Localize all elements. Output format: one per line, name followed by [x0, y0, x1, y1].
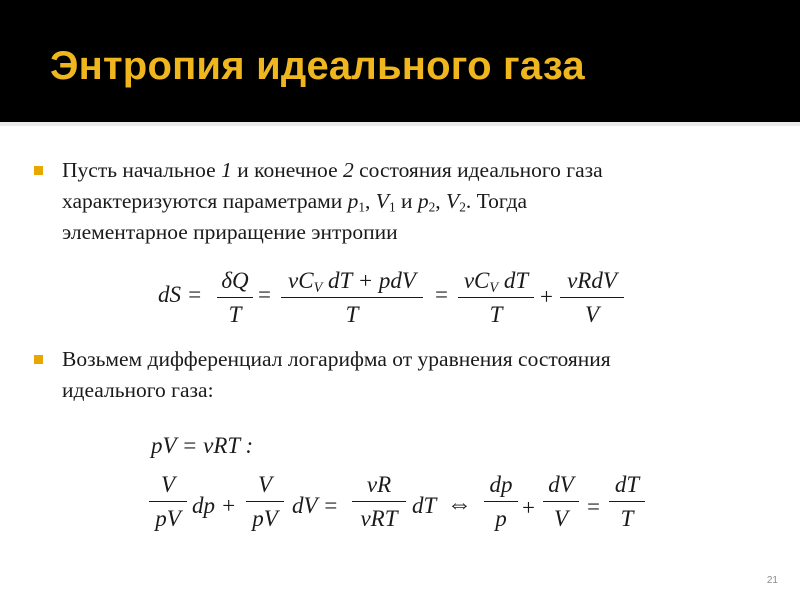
slide-title: Энтропия идеального газа — [50, 44, 585, 88]
var-v: V — [446, 189, 460, 213]
numerator — [458, 268, 534, 294]
denominator: T — [489, 302, 503, 328]
bullet1-line2 — [62, 186, 527, 216]
text-segment: , — [365, 189, 376, 213]
fraction-bar — [217, 297, 253, 298]
var-p: p — [417, 189, 429, 213]
var-v: V — [375, 189, 389, 213]
numerator: V — [257, 472, 273, 497]
numerator: dV — [548, 472, 574, 497]
eq3-frac1 — [149, 472, 187, 532]
eq3-equals: = — [587, 494, 600, 519]
text-segment: . Тогда — [465, 189, 528, 213]
subscript: 2 — [459, 199, 466, 215]
state-2-label: 2 — [342, 158, 354, 182]
numerator: νRdV — [567, 268, 617, 293]
eq1-frac2 — [281, 268, 423, 328]
bullet-marker-1 — [34, 166, 43, 175]
eq1-equals-1: = — [258, 282, 271, 307]
bullet-marker-2 — [34, 355, 43, 364]
subscript: 1 — [358, 199, 366, 215]
text-segment: νC — [463, 268, 490, 293]
eq3-term2: dV = — [292, 493, 339, 518]
numerator: δQ — [221, 268, 249, 293]
fraction-bar — [246, 501, 284, 502]
fraction-bar — [458, 297, 534, 298]
eq1-equals-2: = — [435, 282, 448, 307]
text-segment: состояния идеального газа — [353, 158, 603, 182]
denominator: T — [228, 302, 242, 328]
numerator: νR — [366, 472, 392, 497]
page-number: 21 — [766, 575, 778, 586]
denominator: p — [495, 506, 507, 532]
eq3-frac2 — [246, 472, 284, 532]
subscript: V — [489, 279, 499, 296]
bullet1-line1 — [62, 155, 603, 185]
numerator: dp — [489, 472, 513, 497]
denominator: V — [553, 506, 569, 532]
denominator: pV — [252, 506, 278, 532]
denominator: T — [620, 506, 634, 532]
text-segment: характеризуются параметрами — [62, 189, 348, 213]
text-segment: , — [435, 189, 447, 213]
fraction-bar — [543, 501, 579, 502]
subscript: V — [313, 279, 323, 296]
eq3-frac5 — [543, 472, 579, 532]
eq1-frac3 — [458, 268, 534, 328]
eq3-term1: dp + — [192, 493, 237, 518]
eq3-frac3 — [352, 472, 406, 532]
text-segment: νC — [288, 268, 314, 293]
subscript: 2 — [428, 199, 436, 215]
numerator — [281, 268, 423, 294]
fraction-bar — [281, 297, 423, 298]
eq1-plus: + — [540, 284, 553, 309]
eq1-frac4 — [560, 268, 624, 328]
fraction-bar — [352, 501, 406, 502]
bullet2-line2: идеального газа: — [62, 378, 214, 402]
subscript: 1 — [388, 199, 396, 215]
fraction-bar — [149, 501, 187, 502]
eq3-plus: + — [522, 495, 535, 520]
eq3-frac4 — [484, 472, 518, 532]
fraction-bar — [609, 501, 645, 502]
denominator: νRT — [360, 506, 398, 532]
eq1-frac1 — [217, 268, 253, 328]
denominator: pV — [155, 506, 181, 532]
bullet2-line1: Возьмем дифференциал логарифма от уравнения состояния — [62, 347, 611, 371]
state-1-label: 1 — [221, 158, 232, 182]
fraction-bar — [484, 501, 518, 502]
eq3-frac6 — [609, 472, 645, 532]
eq3-term3: dT — [412, 493, 437, 518]
numerator: V — [160, 472, 176, 497]
equivalence-arrow-icon: ⇔ — [447, 491, 472, 518]
var-p: p — [347, 189, 359, 213]
text-segment: dT — [503, 268, 529, 293]
text-segment: и — [395, 189, 418, 213]
bullet1-line3: элементарное приращение энтропии — [62, 220, 398, 244]
eq1-lhs: dS = — [158, 282, 203, 307]
title-divider — [0, 122, 800, 126]
fraction-bar — [560, 297, 624, 298]
numerator: dT — [614, 472, 640, 497]
text-segment: и конечное — [231, 158, 343, 182]
denominator: V — [584, 302, 600, 328]
denominator: T — [345, 302, 359, 328]
equation-state: pV = νRT : — [151, 433, 254, 458]
text-segment: dT + pdV — [328, 268, 416, 293]
text-segment: Пусть начальное — [62, 158, 222, 182]
